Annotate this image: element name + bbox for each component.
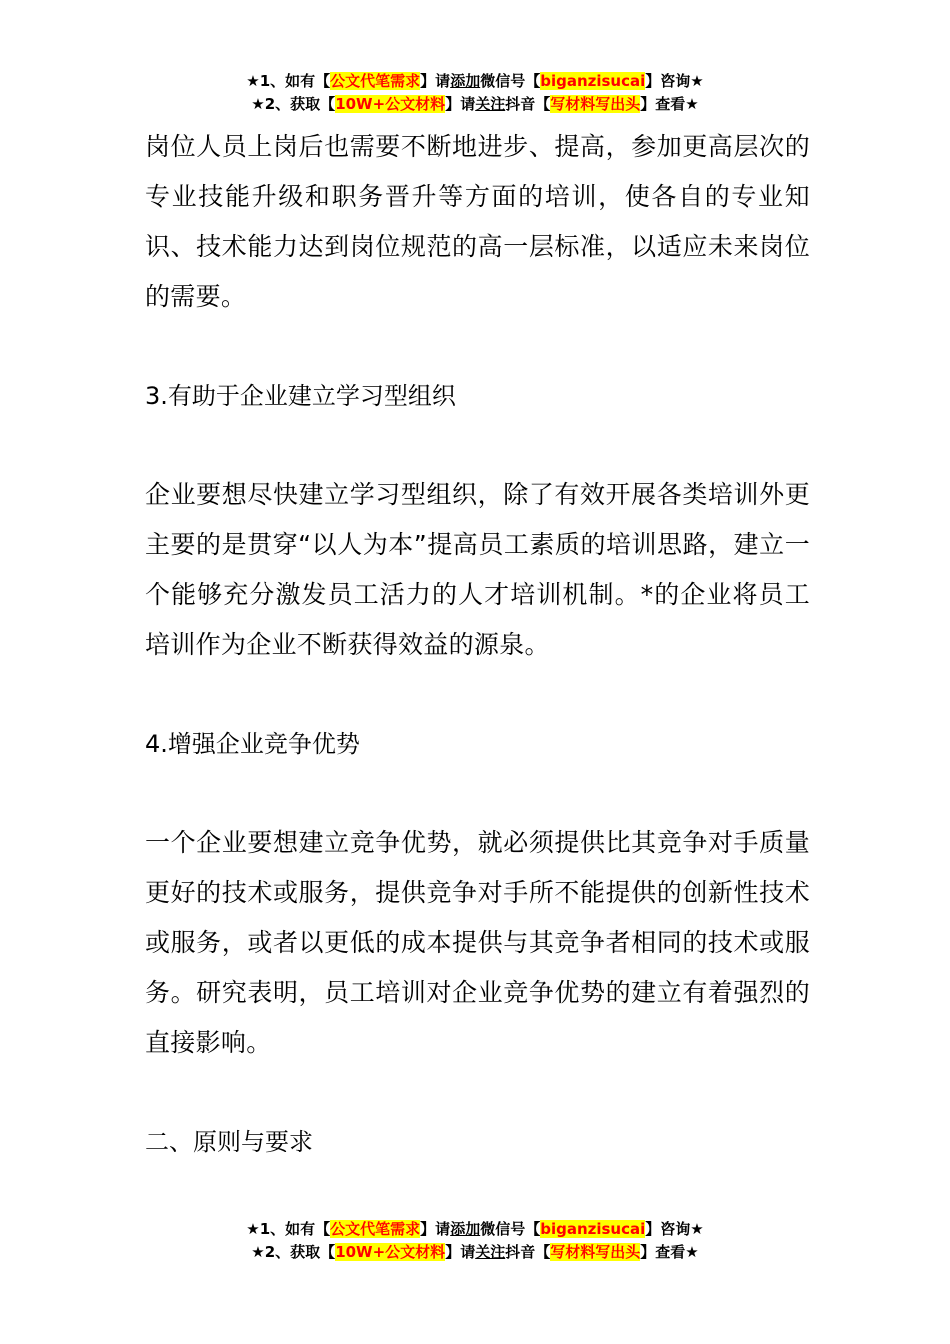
highlight-materials: 10W+公文材料 xyxy=(335,1243,446,1261)
banner-line-2: ★2、获取【10W+公文材料】请关注抖音【写材料写出头】查看★ xyxy=(251,1243,699,1261)
document-body xyxy=(145,122,810,1167)
spacer xyxy=(145,1068,810,1117)
heading-4: 4.增强企业竞争优势 xyxy=(145,730,360,758)
highlight-wechat-id: biganzisucai xyxy=(540,72,646,90)
highlight-materials: 10W+公文材料 xyxy=(335,95,446,113)
highlight-douyin: 写材料写出头 xyxy=(550,95,641,113)
header-banner xyxy=(0,70,950,116)
banner-line-1: ★1、如有【公文代笔需求】请添加微信号【biganzisucai】咨询★ xyxy=(246,1220,704,1238)
paragraph-1: 岗位人员上岗后也需要不断地进步、提高，参加更高层次的专业技能升级和职务晋升等方面的培训，使各自的专业知识、技术能力达到岗位规范的高一层标准，以适应未来岗位的需要。 xyxy=(145,132,810,311)
footer-banner xyxy=(0,1218,950,1264)
highlight-service: 公文代笔需求 xyxy=(330,72,421,90)
spacer xyxy=(145,322,810,371)
highlight-douyin: 写材料写出头 xyxy=(550,1243,641,1261)
paragraph-3: 一个企业要想建立竞争优势，就必须提供比其竞争对手质量更好的技术或服务，提供竞争对手所不能提供的创新性技术或服务，或者以更低的成本提供与其竞争者相同的技术或服务。研究表明，员工培训对企业竞争优势的建立有着强烈的直接影响。 xyxy=(145,828,810,1057)
spacer xyxy=(145,670,810,719)
paragraph-2: 企业要想尽快建立学习型组织，除了有效开展各类培训外更主要的是贯穿“以人为本”提高员工素质的培训思路，建立一个能够充分激发员工活力的人才培训机制。*的企业将员工培训作为企业不断获得效益的源泉。 xyxy=(145,480,810,659)
banner-line-1: ★1、如有【公文代笔需求】请添加微信号【biganzisucai】咨询★ xyxy=(246,72,704,90)
banner-line-2: ★2、获取【10W+公文材料】请关注抖音【写材料写出头】查看★ xyxy=(251,95,699,113)
spacer xyxy=(145,421,810,470)
section-2-title: 二、原则与要求 xyxy=(145,1128,313,1156)
highlight-wechat-id: biganzisucai xyxy=(540,1220,646,1238)
heading-3: 3.有助于企业建立学习型组织 xyxy=(145,382,456,410)
spacer xyxy=(145,769,810,818)
highlight-service: 公文代笔需求 xyxy=(330,1220,421,1238)
